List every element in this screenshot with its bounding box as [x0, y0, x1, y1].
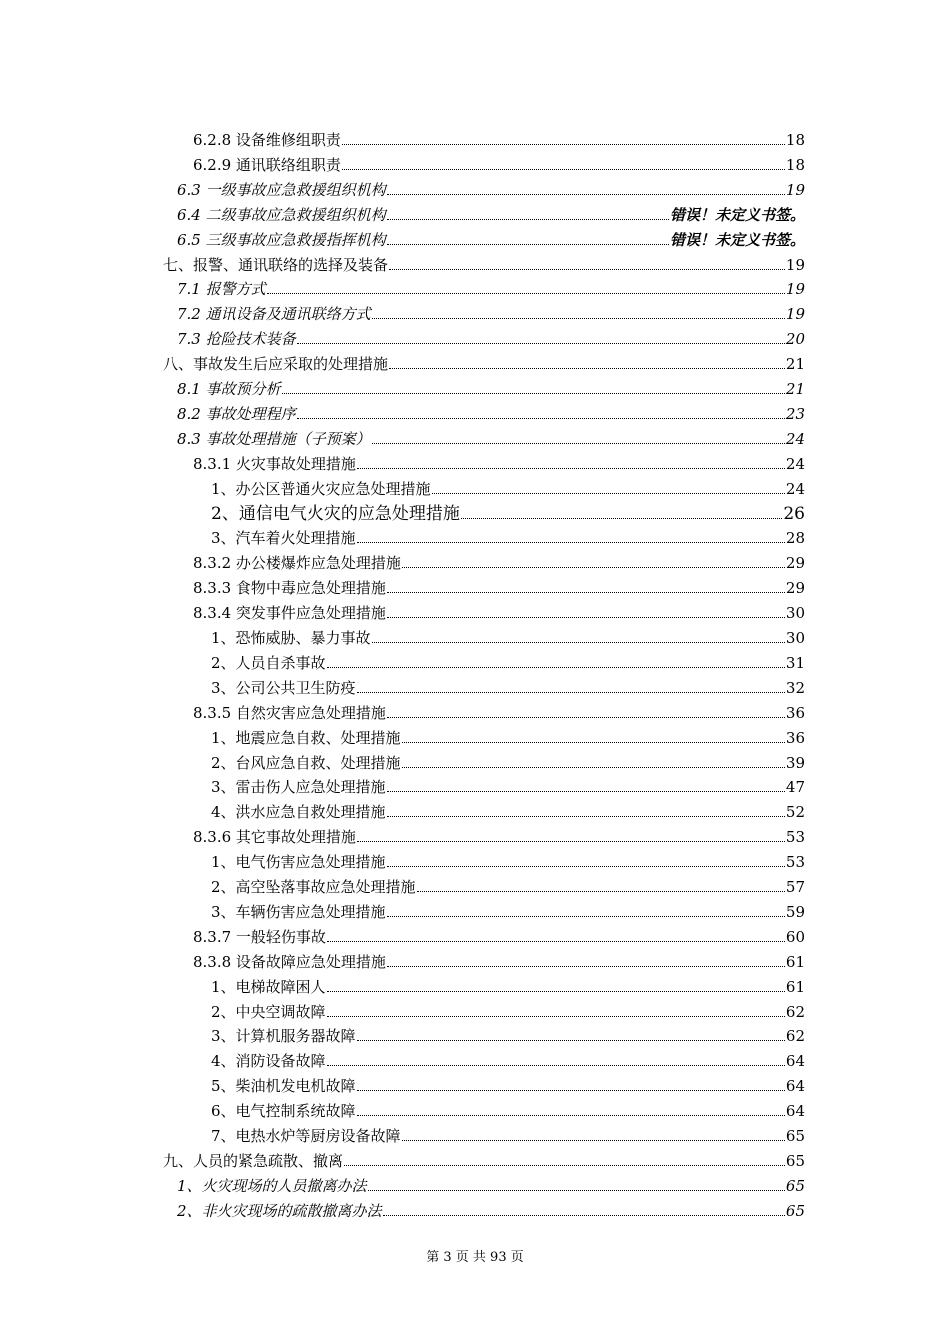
toc-leader-dots: [344, 1165, 785, 1166]
toc-leader-dots: [387, 816, 785, 817]
toc-entry[interactable]: [211, 473, 805, 498]
toc-entry[interactable]: [193, 149, 805, 174]
toc-entry-title: 6.4 二级事故应急救援组织机构: [177, 205, 386, 224]
toc-entry[interactable]: [177, 174, 805, 199]
toc-entry-title: 6.2.8 设备维修组职责: [193, 131, 341, 149]
toc-entry-page: 18: [785, 155, 805, 174]
toc-entry-page: 64: [785, 1077, 805, 1096]
toc-leader-dots: [342, 169, 785, 170]
toc-leader-dots: [368, 1190, 785, 1191]
toc-entry-page: 64: [785, 1052, 805, 1071]
toc-leader-dots: [372, 318, 785, 319]
toc-entry-title: 1、地震应急自救、处理措施: [211, 728, 401, 747]
toc-leader-dots: [387, 866, 785, 867]
toc-entry-title: 8.3.8 设备故障应急处理措施: [193, 952, 386, 971]
toc-entry-page: 30: [785, 629, 805, 647]
toc-leader-dots: [389, 269, 785, 270]
toc-entry-page: 47: [785, 778, 805, 797]
toc-leader-dots: [342, 144, 785, 145]
toc-entry-title: 九、人员的紧急疏散、撤离: [163, 1151, 344, 1170]
toc-entry-title: 八、事故发生后应采取的处理措施: [163, 355, 389, 374]
toc-entry-page: 错误！未定义书签。: [669, 205, 805, 224]
toc-entry-page: 21: [785, 380, 805, 398]
toc-entry-page: 60: [785, 927, 805, 946]
toc-entry[interactable]: [177, 398, 805, 423]
toc-entry-title: 5、柴油机发电机故障: [211, 1077, 356, 1096]
toc-entry-page: 28: [785, 529, 805, 548]
toc-entry[interactable]: [211, 647, 805, 672]
toc-leader-dots: [402, 1140, 785, 1141]
toc-leader-dots: [432, 493, 785, 494]
toc-entry-page: 36: [785, 703, 805, 722]
toc-entry-page: 21: [785, 355, 805, 374]
toc-entry-page: 29: [785, 579, 805, 598]
toc-entry-page: 61: [785, 977, 805, 996]
toc-entry[interactable]: [211, 522, 805, 547]
toc-entry-title: 1、火灾现场的人员撤离办法: [177, 1176, 367, 1195]
toc-entry-title: 8.3.7 一般轻伤事故: [193, 927, 326, 946]
toc-entry-title: 3、车辆伤害应急处理措施: [211, 902, 386, 921]
toc-entry-page: 65: [785, 1201, 805, 1220]
toc-entry[interactable]: [163, 249, 805, 274]
toc-entry-title: 3、汽车着火处理措施: [211, 529, 356, 548]
toc-entry-title: 七、报警、通讯联络的选择及装备: [163, 255, 389, 274]
toc-entry-title: 2、中央空调故障: [211, 1002, 326, 1021]
toc-leader-dots: [357, 692, 785, 693]
toc-leader-dots: [357, 468, 785, 469]
toc-entry[interactable]: [211, 747, 805, 772]
toc-entry-page: 26: [783, 503, 805, 524]
toc-entry-title: 8.3.1 火灾事故处理措施: [193, 454, 356, 473]
toc-entry[interactable]: [177, 199, 805, 224]
toc-entry-page: 53: [785, 853, 805, 872]
toc-entry-title: 8.3.3 食物中毒应急处理措施: [193, 579, 386, 598]
toc-entry[interactable]: [177, 373, 805, 398]
toc-entry[interactable]: [193, 448, 805, 473]
toc-leader-dots: [297, 343, 785, 344]
toc-entry-page: 24: [785, 429, 805, 448]
toc-entry-title: 8.3 事故处理措施（子预案）: [177, 429, 371, 448]
toc-entry-page: 30: [785, 604, 805, 623]
toc-entry-page: 24: [785, 479, 805, 498]
toc-leader-dots: [387, 219, 669, 220]
toc-entry-title: 2、高空坠落事故应急处理措施: [211, 878, 416, 896]
toc-entry[interactable]: [177, 273, 805, 298]
toc-leader-dots: [387, 791, 785, 792]
toc-entry-page: 错误！未定义书签。: [669, 230, 805, 249]
toc-leader-dots: [417, 891, 785, 892]
toc-entry[interactable]: [211, 796, 805, 821]
toc-entry-title: 8.1 事故预分析: [177, 380, 281, 398]
toc-leader-dots: [402, 742, 785, 743]
toc-leader-dots: [402, 567, 785, 568]
toc-leader-dots: [387, 916, 785, 917]
toc-entry-page: 32: [785, 678, 805, 697]
toc-entry-page: 62: [785, 1002, 805, 1021]
toc-entry[interactable]: [193, 547, 805, 572]
toc-leader-dots: [387, 717, 785, 718]
toc-entry[interactable]: [211, 871, 805, 896]
toc-entry[interactable]: [177, 1170, 805, 1195]
toc-entry-title: 3、雷击伤人应急处理措施: [211, 778, 386, 797]
toc-entry-title: 8.3.6 其它事故处理措施: [193, 828, 356, 847]
toc-entry-title: 1、恐怖威胁、暴力事故: [211, 629, 371, 647]
toc-entry-page: 57: [785, 878, 805, 896]
toc-entry-title: 8.3.2 办公楼爆炸应急处理措施: [193, 554, 401, 573]
toc-leader-dots: [387, 592, 785, 593]
toc-entry-page: 29: [785, 554, 805, 573]
toc-entry-page: 18: [785, 131, 805, 149]
toc-entry[interactable]: [193, 821, 805, 846]
toc-leader-dots: [372, 642, 785, 643]
toc-entry-page: 19: [785, 255, 805, 274]
toc-entry[interactable]: [177, 423, 805, 448]
toc-entry[interactable]: [193, 697, 805, 722]
toc-entry-page: 19: [785, 180, 805, 199]
toc-leader-dots: [402, 767, 785, 768]
toc-entry-page: 20: [785, 330, 805, 349]
toc-entry-title: 3、计算机服务器故障: [211, 1027, 356, 1046]
toc-entry-page: 39: [785, 753, 805, 772]
toc-entry[interactable]: [193, 124, 805, 149]
toc-leader-dots: [387, 966, 785, 967]
page-footer: 第 3 页 共 93 页: [426, 1250, 524, 1265]
toc-entry-page: 64: [785, 1102, 805, 1121]
toc-entry-page: 19: [785, 305, 805, 324]
toc-entry-page: 31: [785, 653, 805, 672]
toc-entry-page: 36: [785, 728, 805, 747]
toc-entry[interactable]: [211, 1020, 805, 1045]
toc-leader-dots: [327, 991, 785, 992]
toc-entry[interactable]: [193, 921, 805, 946]
toc-entry[interactable]: [211, 1095, 805, 1120]
toc-leader-dots: [357, 1040, 785, 1041]
toc-leader-dots: [372, 443, 785, 444]
toc-entry[interactable]: [211, 672, 805, 697]
toc-entry[interactable]: [211, 1120, 805, 1145]
toc-entry-title: 1、电梯故障困人: [211, 977, 326, 996]
toc-entry[interactable]: [211, 622, 805, 647]
toc-leader-dots: [357, 1115, 785, 1116]
toc-leader-dots: [357, 542, 785, 543]
toc-leader-dots: [387, 194, 785, 195]
toc-entry-title: 4、洪水应急自救处理措施: [211, 803, 386, 822]
toc-entry[interactable]: [193, 946, 805, 971]
toc-entry-title: 1、电气伤害应急处理措施: [211, 853, 386, 872]
toc-leader-dots: [461, 518, 783, 519]
toc-entry-page: 61: [785, 952, 805, 971]
toc-entry-title: 8.3.5 自然灾害应急处理措施: [193, 703, 386, 722]
toc-leader-dots: [357, 1090, 785, 1091]
toc-entry-page: 53: [785, 828, 805, 847]
toc-entry-title: 2、台风应急自救、处理措施: [211, 753, 401, 772]
toc-entry[interactable]: [177, 224, 805, 249]
toc-leader-dots: [327, 1016, 785, 1017]
toc-entry[interactable]: [211, 1045, 805, 1070]
toc-entry[interactable]: [177, 323, 805, 348]
toc-entry-title: 7.1 报警方式: [177, 280, 266, 299]
toc-entry[interactable]: [193, 572, 805, 597]
toc-entry-title: 7.3 抢险技术装备: [177, 330, 296, 349]
toc-entry-page: 59: [785, 902, 805, 921]
toc-leader-dots: [282, 393, 785, 394]
toc-entry[interactable]: [211, 971, 805, 996]
toc-leader-dots: [357, 841, 785, 842]
toc-entry[interactable]: [177, 298, 805, 323]
toc-entry-page: 65: [785, 1151, 805, 1170]
toc-entry-page: 65: [785, 1127, 805, 1145]
toc-entry-page: 24: [785, 454, 805, 473]
toc-entry[interactable]: [163, 1145, 805, 1170]
toc-entry[interactable]: [211, 896, 805, 921]
toc-entry-page: 23: [785, 404, 805, 423]
toc-leader-dots: [327, 1065, 785, 1066]
toc-leader-dots: [327, 941, 785, 942]
toc-entry-title: 6.5 三级事故应急救援指挥机构: [177, 230, 386, 249]
toc-entry-page: 65: [785, 1176, 805, 1195]
toc-entry[interactable]: [177, 1195, 805, 1220]
toc-leader-dots: [387, 244, 669, 245]
toc-entry-title: 7.2 通讯设备及通讯联络方式: [177, 305, 371, 324]
toc-entry-title: 8.3.4 突发事件应急处理措施: [193, 604, 386, 623]
toc-leader-dots: [389, 368, 785, 369]
toc-entry[interactable]: [193, 597, 805, 622]
toc-entry-title: 3、公司公共卫生防疫: [211, 678, 356, 697]
toc-entry-title: 1、办公区普通火灾应急处理措施: [211, 479, 431, 498]
toc-leader-dots: [327, 667, 785, 668]
toc-entry-title: 6.3 一级事故应急救援组织机构: [177, 180, 386, 199]
toc-entry[interactable]: [211, 1070, 805, 1095]
toc-entry-title: 6、电气控制系统故障: [211, 1102, 356, 1121]
toc-entry-title: 2、人员自杀事故: [211, 653, 326, 672]
toc-leader-dots: [297, 418, 785, 419]
toc-entry-title: 2、非火灾现场的疏散撤离办法: [177, 1201, 382, 1220]
toc-entry[interactable]: [211, 996, 805, 1021]
toc-entry[interactable]: [211, 498, 805, 523]
toc-entry[interactable]: [211, 846, 805, 871]
toc-leader-dots: [387, 617, 785, 618]
toc-entry-title: 4、消防设备故障: [211, 1052, 326, 1071]
toc-leader-dots: [383, 1215, 785, 1216]
toc-leader-dots: [267, 293, 785, 294]
toc-entry-title: 6.2.9 通讯联络组职责: [193, 155, 341, 174]
toc-entry[interactable]: [163, 348, 805, 373]
toc-entry[interactable]: [211, 722, 805, 747]
toc-entry-page: 52: [785, 803, 805, 822]
toc-entry-title: 7、电热水炉等厨房设备故障: [211, 1127, 401, 1145]
toc-entry-page: 19: [785, 280, 805, 299]
toc-entry-title: 8.2 事故处理程序: [177, 404, 296, 423]
toc-entry-page: 62: [785, 1027, 805, 1046]
toc-entry-title: 2、通信电气火灾的应急处理措施: [211, 503, 460, 524]
toc-entry[interactable]: [211, 771, 805, 796]
